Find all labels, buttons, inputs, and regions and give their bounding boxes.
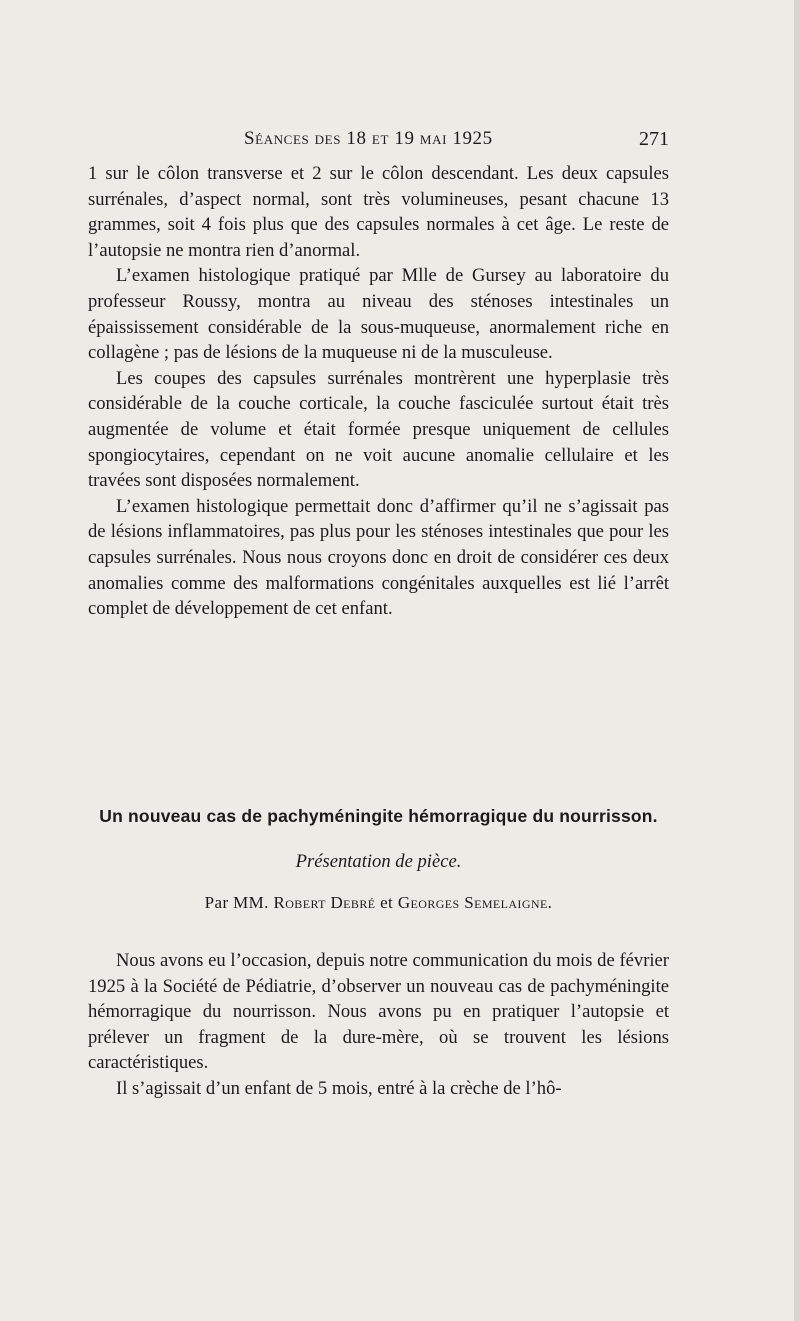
article-byline: [88, 893, 669, 913]
body-text-section-1: [88, 161, 669, 622]
article-title: Un nouveau cas de pachyméningite hémorragique du nourrisson.: [99, 806, 658, 826]
article-subtitle: Présentation de pièce.: [295, 851, 462, 872]
author-2: Georges Semelaigne.: [397, 893, 553, 912]
page-number: 271: [639, 128, 669, 150]
page-edge: [794, 0, 800, 1321]
paragraph-continuation: 1 sur le côlon transverse et 2 sur le côlon descendant. Les deux capsules surrénales, d’aspect normal, sont très volumineuses, pesant chacune 13 grammes, soit 4 fois plus que des capsules normales à cet âge. Le reste de l’autopsie ne montra rien d’anormal.: [88, 163, 669, 261]
byline-conjunction: et: [380, 893, 394, 912]
body-text-article: [88, 948, 669, 1102]
paragraph-case-start: Il s’agissait d’un enfant de 5 mois, entré à la crèche de l’hô-: [116, 1077, 562, 1099]
author-1: Robert Debré: [273, 893, 376, 912]
paragraph-histology-adrenal: Les coupes des capsules surrénales montrèrent une hyperplasie très considérable de la couche corticale, la couche fasciculée surtout était très augmentée de volume et était formée presque uniquement de cellules spongiocytaires, cependant on ne voit aucune anomalie cellulaire et les travées sont disposées normalement.: [88, 367, 669, 492]
running-head-title: Séances des 18 et 19 mai 1925: [244, 128, 493, 149]
running-head: [0, 128, 800, 154]
paragraph-histology-intestine: L’examen histologique pratiqué par Mlle de Gursey au laboratoire du professeur Roussy, montra au niveau des sténoses intestinales un épaississement considérable de la sous-muqueuse, anormalement riche en collagène ; pas de lésions de la muqueuse ni de la musculeuse.: [88, 265, 669, 364]
byline-prefix: Par MM.: [204, 893, 269, 912]
paragraph-introduction: Nous avons eu l’occasion, depuis notre communication du mois de février 1925 à la Société de Pédiatrie, d’observer un nouveau cas de pachyméningite hémorragique du nourrisson. Nous avons pu en pratiquer l’autopsie et prélever un fragment de la dure-mère, où se trouvent les lésions caractéristiques.: [88, 950, 669, 1074]
paragraph-conclusion: L’examen histologique permettait donc d’affirmer qu’il ne s’agissait pas de lésions inflammatoires, pas plus pour les sténoses intestinales que pour les capsules surrénales. Nous nous croyons donc en droit de considérer ces deux anomalies comme des malformations congénitales auxquelles est lié l’arrêt complet de développement de cet enfant.: [88, 495, 669, 620]
